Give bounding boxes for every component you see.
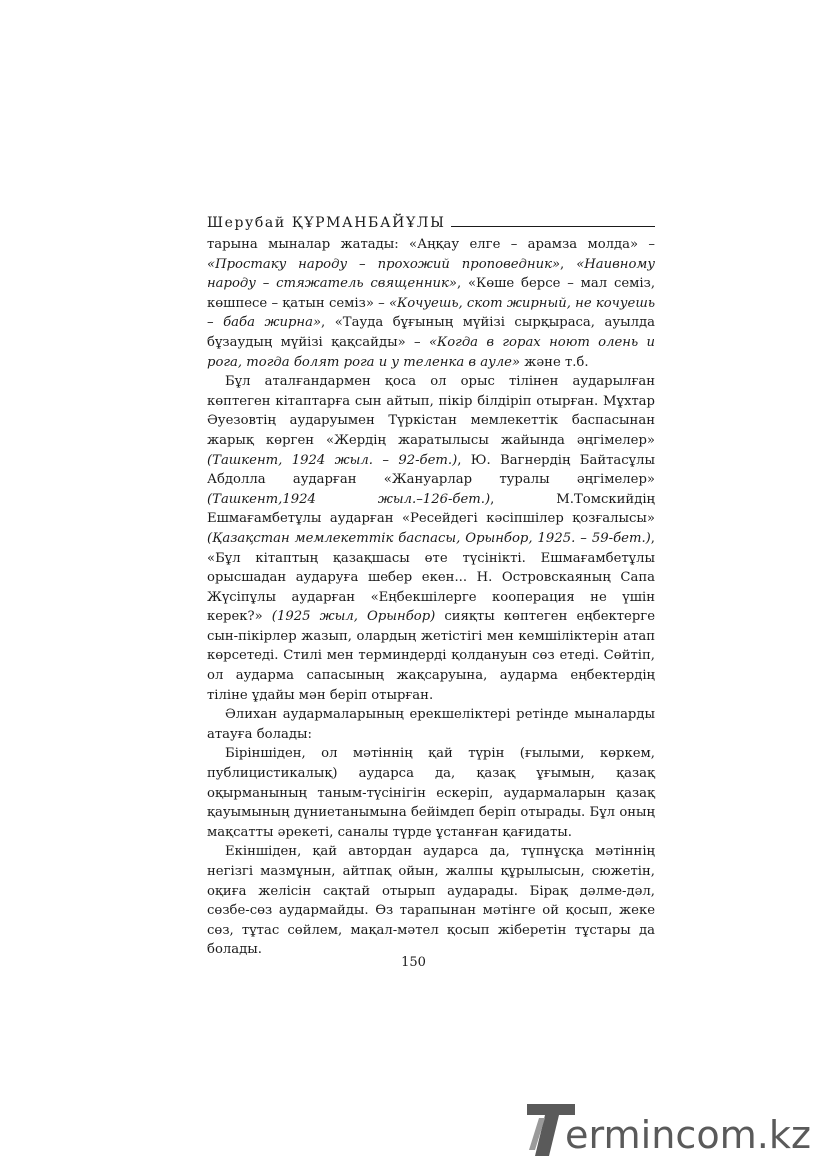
termincom-watermark-logo	[525, 1098, 815, 1160]
text-segment: Әлихан аудармаларының ерекшеліктері ретінде мыналарды атауға болады:	[207, 707, 655, 742]
text-segment: , «Тауда бұғының мүйізі сырқыраса, ауылда бұзаудың мүйізі қақсайды» –	[207, 315, 655, 350]
italic-segment: «Простаку народу – прохожий проповедник»	[207, 256, 561, 272]
text-segment: сияқты көптеген еңбектерге сын-пікірлер жазып, олардың жетістігі мен кемшіліктерін атап көрсетеді. Стилі мен терминдерді қолдануын сөз етеді. Сөйтіп, ол аударма сапасының жақсаруына, аударма еңбектердің тіліне ұдайы мән беріп отырған.	[207, 609, 655, 703]
italic-segment: (Ташкент,1924 жыл.–126-бет.)	[207, 491, 491, 507]
text-segment: тарына мыналар жатады: «Аңқау елге – арамза молда» –	[207, 237, 655, 252]
text-segment: , Ю. Вагнердің Байтасұлы Абдолла аударған «Жануарлар туралы әңгімелер»	[207, 452, 655, 488]
italic-segment: (Ташкент, 1924 жыл. – 92-бет.)	[207, 452, 458, 468]
header-rule	[451, 226, 655, 227]
text-segment: Біріншіден, ол мәтіннің қай түрін (ғылыми, көркем, публицистикалық) аударса да, қазақ ұғымын, қазақ оқырманының таным-түсінігін ескеріп, аудармаларын қазақ қауымының дүниетанымына бейімдеп беріп отырады. Бұл оның мақсатты әрекеті, саналы түрде ұстанған қағидаты.	[207, 746, 655, 840]
italic-segment: «Кочуешь, скот жирный, не кочуешь – баба жирна»	[207, 295, 656, 331]
page-number: 150	[401, 955, 426, 970]
text-segment: және т.б.	[520, 354, 589, 370]
paragraph	[207, 235, 655, 372]
italic-segment: «Наивному народу – стяжатель священник»	[207, 256, 655, 292]
text-segment: , «Бұл кітаптың қазақшасы өте түсінікті. Ешмағамбетұлы орысшадан аударуға шебер екен... Н. Островскаяның Сапа Жүсіпұлы аударған «Еңбекшілерге кооперация не үшін керек?»	[207, 530, 655, 625]
text-segment: Бұл аталғандармен қоса ол орыс тілінен аударылған көптеген кітаптарға сын айтып, пікір білдіріп отырған. Мұхтар Әуезовтің аударуымен Түркістан мемлекеттік баспасынан жарық көрген «Жердің жаратылысы жайында әңгімелер»	[207, 374, 655, 448]
text-segment: , М.Томскийдің Ешмағамбетұлы аударған «Ресейдегі кәсіпшілер қозғалысы»	[207, 491, 655, 527]
author-name: Шерубай ҚҰРМАНБАЙҰЛЫ	[207, 215, 446, 231]
watermark-text: ermincom.kz	[565, 1113, 811, 1157]
main-text	[207, 235, 655, 960]
text-segment: ,	[560, 256, 577, 272]
italic-segment: (Қазақстан мемлекеттік баспасы, Орынбор, 1925. – 59-бет.)	[207, 530, 651, 546]
paragraph	[207, 842, 655, 960]
paragraph	[207, 744, 655, 842]
paragraph	[207, 705, 655, 744]
running-header	[207, 211, 655, 231]
italic-segment: (1925 жыл, Орынбор)	[271, 609, 436, 625]
paragraph	[207, 372, 655, 705]
text-segment: Екіншіден, қай автордан аударса да, түпнұсқа мәтіннің негізгі мазмұнын, айтпақ ойын, жалпы құрылысын, сюжетін, оқиға желісін сақтай отырып аударады. Бірақ дәлме-дәл, сөзбе-сөз аудармайды. Өз тарапынан мәтінге ой қосып, жеке сөз, тұтас сөйлем, мақал-мәтел қосып жіберетін тұстары да болады.	[207, 844, 655, 958]
italic-segment: «Когда в горах ноют олень и рога, тогда болят рога и у теленка в ауле»	[207, 334, 656, 370]
text-segment: , «Көше берсе – мал семіз, көшпесе – қатын семіз» –	[207, 276, 656, 311]
